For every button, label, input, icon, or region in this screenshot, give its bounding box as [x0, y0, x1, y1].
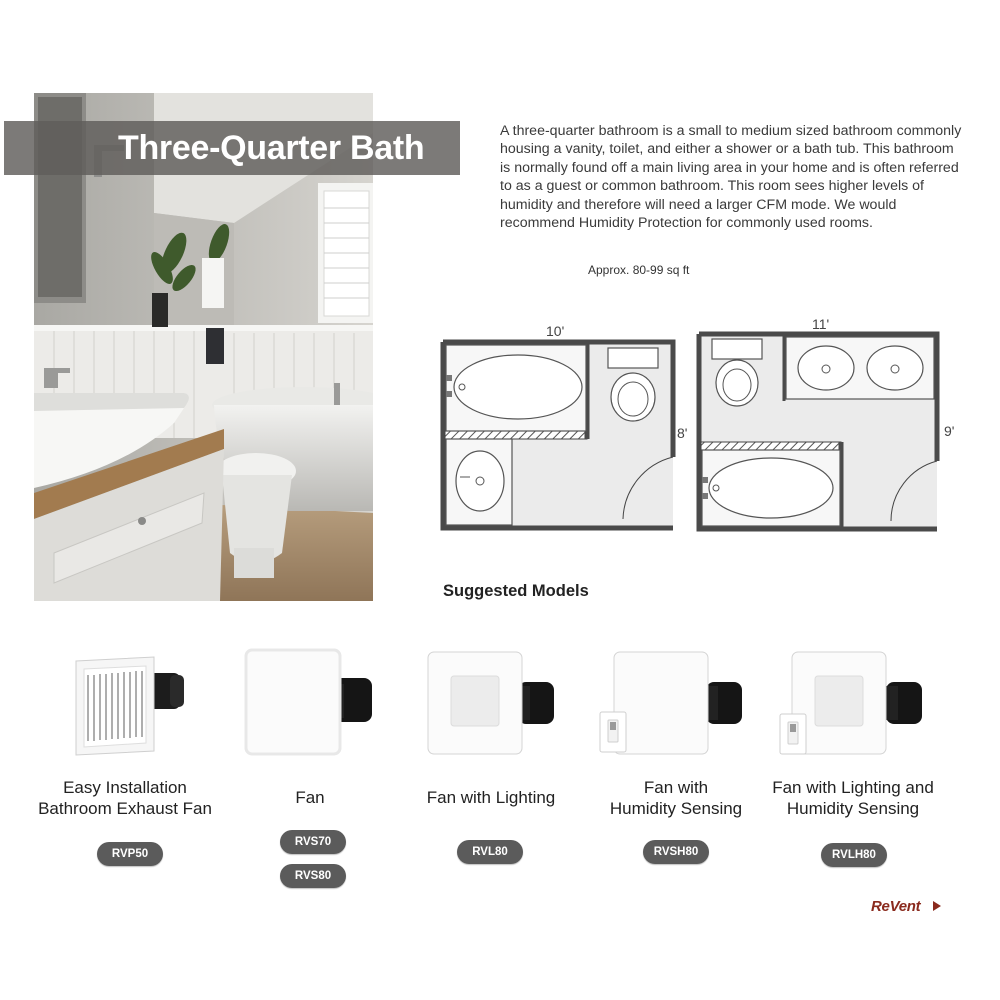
product-name-fan-with-humidity [576, 777, 776, 819]
model-badge-rvs70[interactable]: RVS70 [280, 830, 346, 854]
product-name-line: Fan with [643, 778, 709, 797]
product-name-line: Humidity Sensing [786, 799, 920, 818]
model-badge-rvp50[interactable]: RVP50 [97, 842, 163, 866]
fan-with-humidity-switch-image [598, 650, 743, 760]
area-label: Approx. 80-99 sq ft [588, 263, 690, 277]
product-name-line: Humidity Sensing [609, 799, 743, 818]
product-name-line: Easy Installation [63, 778, 187, 797]
suggested-models-heading: Suggested Models [443, 582, 589, 600]
model-badge-rvl80[interactable]: RVL80 [457, 840, 523, 864]
floor-plan-11x9 [696, 331, 940, 532]
product-name-fan [210, 787, 410, 808]
model-badge-rvlh80[interactable]: RVLH80 [821, 843, 887, 867]
product-name-fan-with-lighting-and-humidity [753, 777, 953, 819]
fan-light-humidity-switch-image [778, 650, 923, 760]
floor-plan-10x8 [440, 339, 676, 531]
room-description: A three-quarter bathroom is a small to medium sized bathroom commonly housing a vanity, toilet, and either a shower or a bath tub. This bathroom is normally found off a main living area in your home and is often referred to as a guest or common bathroom. This room sees higher levels of humidity and therefore will need a larger CFM mode. We would recommend Humidity Protection for commonly used rooms. [500, 123, 962, 232]
flat-panel-fan-image [244, 648, 374, 758]
plan2-height-label: 9' [944, 423, 955, 439]
product-name-line: Fan with Lighting and [772, 778, 934, 797]
model-badge-rvs80[interactable]: RVS80 [280, 864, 346, 888]
product-name-fan-with-lighting [391, 787, 591, 808]
plan1-height-label: 8' [677, 425, 688, 441]
plan2-width-label: 11' [812, 316, 830, 332]
plan1-width-label: 10' [546, 323, 565, 339]
play-arrow-icon [932, 900, 942, 912]
product-name-line: Fan with Lighting [426, 788, 556, 807]
fan-with-light-panel-image [426, 650, 556, 760]
product-name-easy-installation [25, 777, 225, 819]
model-badge-rvsh80[interactable]: RVSH80 [643, 840, 709, 864]
product-name-line: Bathroom Exhaust Fan [38, 799, 212, 818]
brand-logo: ReVent [871, 898, 921, 915]
grille-exhaust-fan-image [72, 655, 187, 760]
page-title: Three-Quarter Bath [118, 129, 425, 167]
product-name-line: Fan [295, 788, 325, 807]
